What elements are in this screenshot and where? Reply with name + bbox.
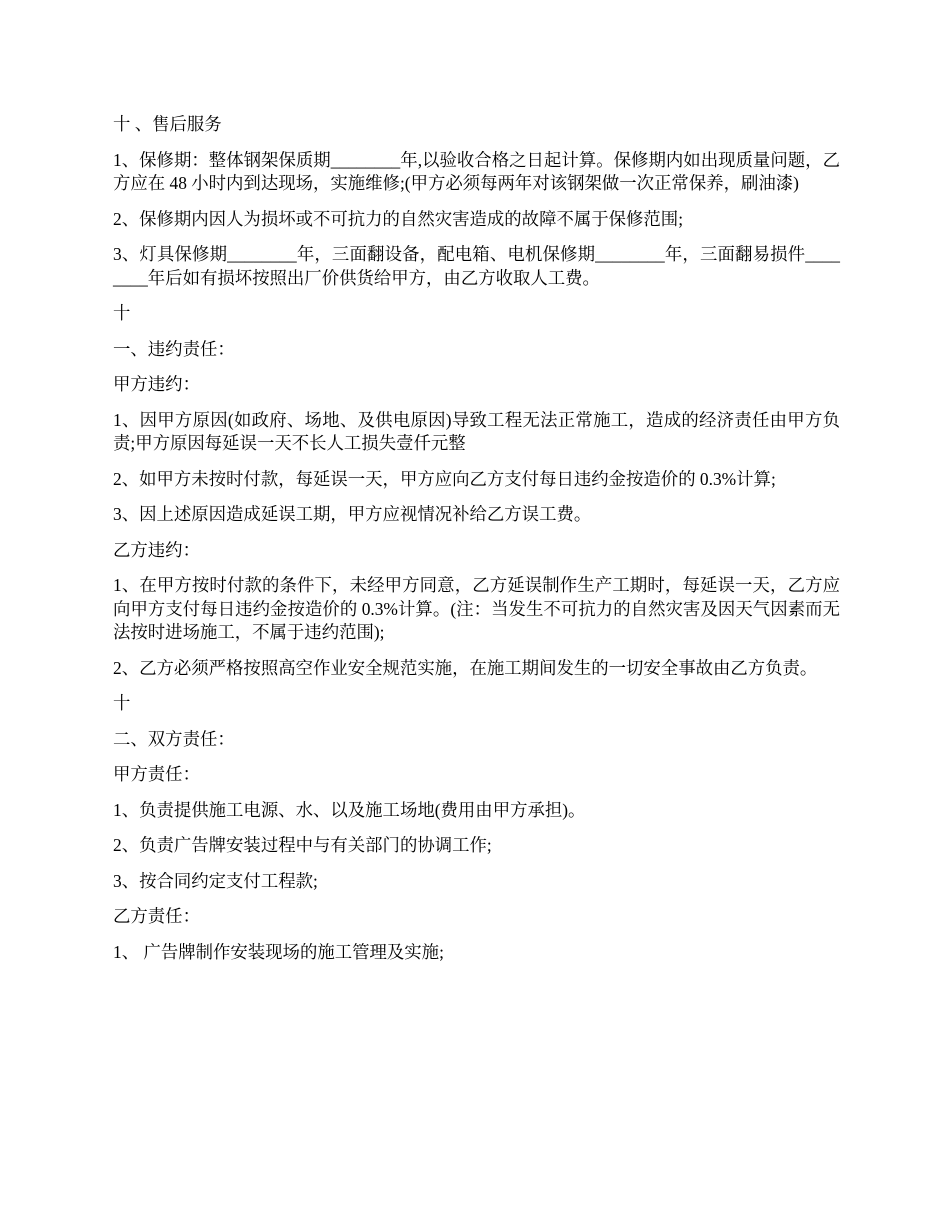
section-heading-breach: 一、违约责任： [113, 338, 235, 359]
party-b-breach-clause-1: 1、在甲方按时付款的条件下，未经甲方同意，乙方延误制作生产工期时，每延误一天，乙方应向甲方支付每日违约金按造价的 0.3%计算。(注：当发生不可抗力的自然灾害及因天气因素而无法按时进场施工，不属于违约范围); [113, 575, 840, 642]
section-number-twelve: 十 [113, 693, 131, 713]
party-b-responsibility-1: 1、 广告牌制作安装现场的施工管理及实施; [113, 941, 444, 962]
party-b-breach-heading: 乙方违约： [113, 539, 200, 560]
party-a-responsibility-1: 1、负责提供施工电源、水、以及施工场地(费用由甲方承担)。 [113, 799, 586, 820]
party-a-responsibility-3: 3、按合同约定支付工程款; [113, 870, 318, 891]
party-a-responsibility-2: 2、负责广告牌安装过程中与有关部门的协调工作; [113, 835, 492, 855]
party-a-responsibility-heading: 甲方责任： [113, 764, 200, 784]
warranty-clause-1: 1、保修期：整体钢架保质期________年,以验收合格之日起计算。保修期内如出现质量问题，乙方应在 48 小时内到达现场，实施维修;(甲方必须每两年对该钢架做一次正常保养，刷油漆) [113, 149, 840, 193]
party-a-breach-clause-3: 3、因上述原因造成延误工期，甲方应视情况补给乙方误工费。 [113, 504, 592, 524]
party-b-responsibility-heading: 乙方责任： [113, 906, 200, 926]
party-b-breach-clause-2: 2、乙方必须严格按照高空作业安全规范实施，在施工期间发生的一切安全事故由乙方负责。 [113, 657, 818, 678]
warranty-clause-2: 2、保修期内因人为损坏或不可抗力的自然灾害造成的故障不属于保修范围; [113, 208, 684, 229]
document-body [113, 113, 840, 976]
warranty-clause-3: 3、灯具保修期________年，三面翻设备，配电箱、电机保修期________年，三面翻易损件________年后如有损坏按照出厂价供货给甲方，由乙方收取人工费。 [113, 244, 840, 288]
section-number-eleven: 十 [113, 303, 131, 323]
party-a-breach-heading: 甲方违约： [113, 374, 200, 394]
party-a-breach-clause-1: 1、因甲方原因(如政府、场地、及供电原因)导致工程无法正常施工，造成的经济责任由甲方负责;甲方原因每延误一天不长人工损失壹仟元整 [113, 409, 840, 453]
section-heading-after-sales: 十 、售后服务 [113, 114, 222, 134]
party-a-breach-clause-2: 2、如甲方未按时付款，每延误一天，甲方应向乙方支付每日违约金按造价的 0.3%计算; [113, 468, 776, 489]
section-heading-responsibilities: 二、双方责任： [113, 728, 235, 749]
